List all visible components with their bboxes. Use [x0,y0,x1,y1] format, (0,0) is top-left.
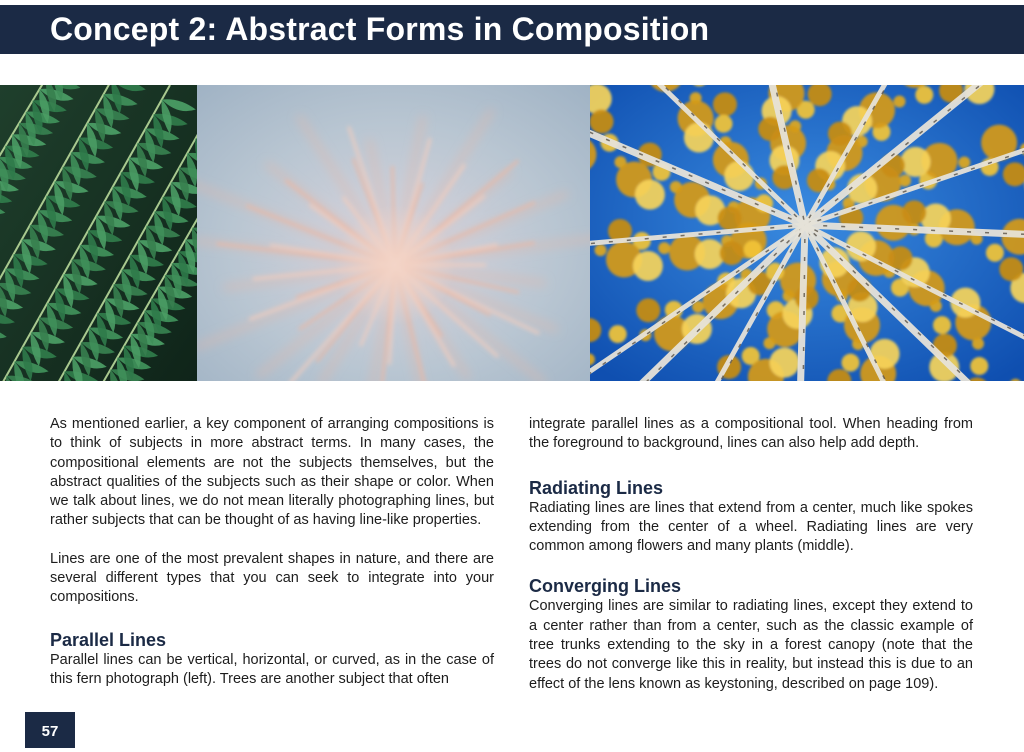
parallel-lines-text: Parallel lines can be vertical, horizontal, or curved, as in the case of this fern photograph (left). Trees are another subject that often [50,651,494,687]
page-number: 57 [25,712,75,748]
radiating-lines-heading: Radiating Lines [529,477,664,498]
lines-paragraph: Lines are one of the most prevalent shapes in nature, and there are several different types that you can seek to integrate into your compositions. [50,550,494,606]
converging-lines-heading: Converging Lines [529,576,682,597]
fern-leaves-photo [0,85,197,381]
right-column [529,415,973,694]
page-title: Concept 2: Abstract Forms in Composition [50,11,710,47]
converging-lines-text: Converging lines are similar to radiating lines, except they extend to a center rather than from a center, such as the classic example of tree trunks extending to the sky in a forest canopy (note that the trees do not converge like this in reality, but instead this is due to an effect of the lens known as keystoning, described on page 109). [529,598,973,692]
continued-paragraph: integrate parallel lines as a compositional tool. When heading from the foreground to background, lines can also help add depth. [529,416,973,452]
photo-strip [0,85,1024,381]
title-bar [0,5,1024,54]
aspen-canopy-photo [590,85,1024,381]
left-column [50,415,494,689]
radiating-seedhead-photo [197,85,590,381]
radiating-lines-text: Radiating lines are lines that extend from a center, much like spokes extending from the center of a wheel. Radiating lines are very common among flowers and many plants (middle). [529,499,973,555]
parallel-lines-heading: Parallel Lines [50,629,167,650]
intro-paragraph: As mentioned earlier, a key component of arranging compositions is to think of subjects in more abstract terms. In many cases, the compositional elements are not the subjects themselves, but the abstract qualities of the subjects such as their shape or color. When we talk about lines, we do not mean literally photographing lines, but rather subjects that can be thought of as having line-like properties. [50,416,494,529]
